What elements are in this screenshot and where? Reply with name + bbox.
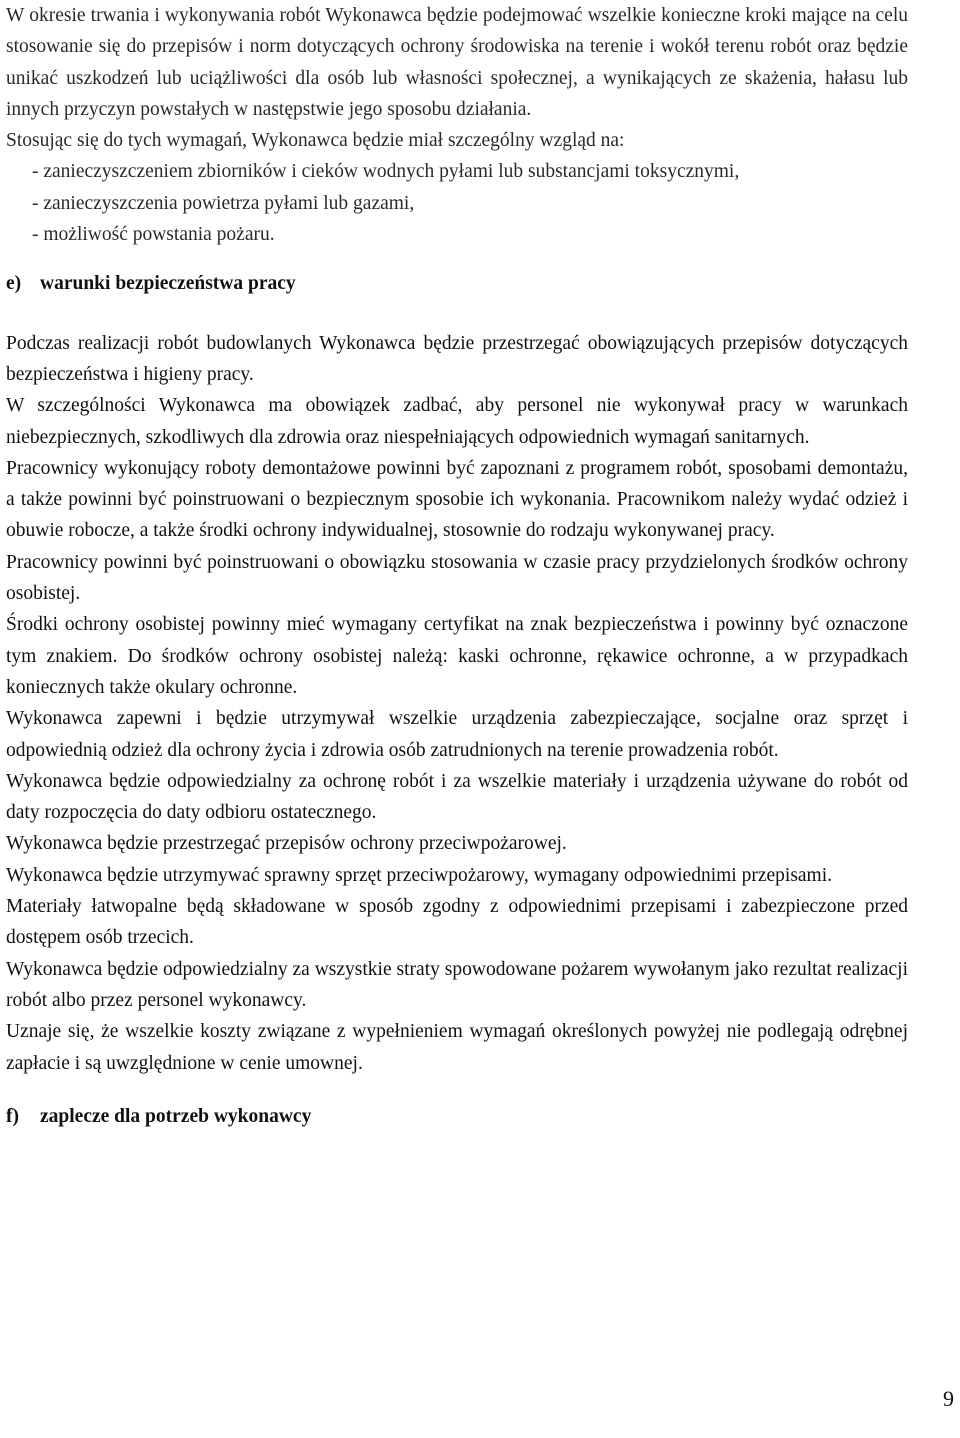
section-e-body — [6, 328, 908, 1079]
body-paragraph: Wykonawca będzie odpowiedzialny za wszystkie straty spowodowane pożarem wywołanym jako rezultat realizacji robót albo przez personel wykonawcy. — [6, 958, 908, 1011]
body-paragraph: Wykonawca zapewni i będzie utrzymywał wszelkie urządzenia zabezpieczające, socjalne oraz sprzęt i odpowiednią odzież dla ochrony życia i zdrowia osób zatrudnionych na terenie prowadzenia robót. — [6, 708, 908, 761]
body-paragraph: Podczas realizacji robót budowlanych Wykonawca będzie przestrzegać obowiązujących przepisów dotyczących bezpieczeństwa i higieny pracy. — [6, 332, 908, 385]
section-e-letter: e) — [6, 273, 22, 295]
section-f-letter: f) — [6, 1105, 19, 1127]
intro-lead-paragraph: Stosując się do tych wymagań, Wykonawca będzie miał szczególny wzgląd na: — [6, 130, 625, 152]
body-paragraph: Materiały łatwopalne będą składowane w sposób zgodny z odpowiednimi przepisami i zabezpieczone przed dostępem osób trzecich. — [6, 896, 908, 949]
section-e-heading — [6, 268, 908, 299]
body-paragraph: Środki ochrony osobistej powinny mieć wymagany certyfikat na znak bezpieczeństwa i powinny być oznaczone tym znakiem. Do środków ochrony osobistej należą: kaski ochronne, rękawice ochronne, a w przypadkach koniecznych także okulary ochronne. — [6, 614, 908, 698]
list-item: - zanieczyszczeniem zbiorników i cieków wodnych pyłami lub substancjami toksycznymi, — [32, 161, 740, 183]
body-paragraph: W szczególności Wykonawca ma obowiązek zadbać, aby personel nie wykonywał pracy w warunkach niebezpiecznych, szkodliwych dla zdrowia oraz niespełniających odpowiednich wymagań sanitarnych. — [6, 395, 908, 448]
section-f-title: zaplecze dla potrzeb wykonawcy — [40, 1105, 312, 1127]
body-paragraph: Wykonawca będzie odpowiedzialny za ochronę robót i za wszelkie materiały i urządzenia używane do robót od daty rozpoczęcia do daty odbioru ostatecznego. — [6, 770, 908, 824]
body-paragraph: Uznaje się, że wszelkie koszty związane z wypełnieniem wymagań określonych powyżej nie podlegają odrębnej zapłacie i są uwzględnione w cenie umownej. — [6, 1021, 908, 1074]
body-paragraph: Wykonawca będzie przestrzegać przepisów ochrony przeciwpożarowej. — [6, 833, 567, 855]
section-e-title: warunki bezpieczeństwa pracy — [40, 273, 296, 295]
document-page — [6, 0, 908, 1132]
body-paragraph: Pracownicy wykonujący roboty demontażowe powinni być zapoznani z programem robót, sposobami demontażu, a także powinni być poinstruowani o bezpiecznym sposobie ich wykonania. Pracownikom należy wydać odzież i obuwie robocze, a także środki ochrony indywidualnej, stosownie do rodzaju wykonywanej pracy. — [6, 457, 908, 542]
page-number: 9 — [943, 1386, 954, 1411]
intro-paragraph: W okresie trwania i wykonywania robót Wykonawca będzie podejmować wszelkie konieczne kroki mające na celu stosowanie się do przepisów i norm dotyczących ochrony środowiska na terenie i wokół terenu robót oraz będzie unikać uszkodzeń lub uciążliwości dla osób lub własności społecznej, a wynikających ze skażenia, hałasu lub innych przyczyn powstałych w następstwie jego sposobu działania. — [6, 5, 908, 120]
body-paragraph: Pracownicy powinni być poinstruowani o obowiązku stosowania w czasie pracy przydzielonych środków ochrony osobistej. — [6, 551, 908, 605]
list-item: - możliwość powstania pożaru. — [32, 224, 275, 246]
list-item: - zanieczyszczenia powietrza pyłami lub gazami, — [32, 192, 415, 214]
environmental-concerns-list — [6, 156, 908, 250]
body-paragraph: Wykonawca będzie utrzymywać sprawny sprzęt przeciwpożarowy, wymagany odpowiednimi przepisami. — [6, 864, 833, 886]
section-f-heading — [6, 1101, 908, 1132]
